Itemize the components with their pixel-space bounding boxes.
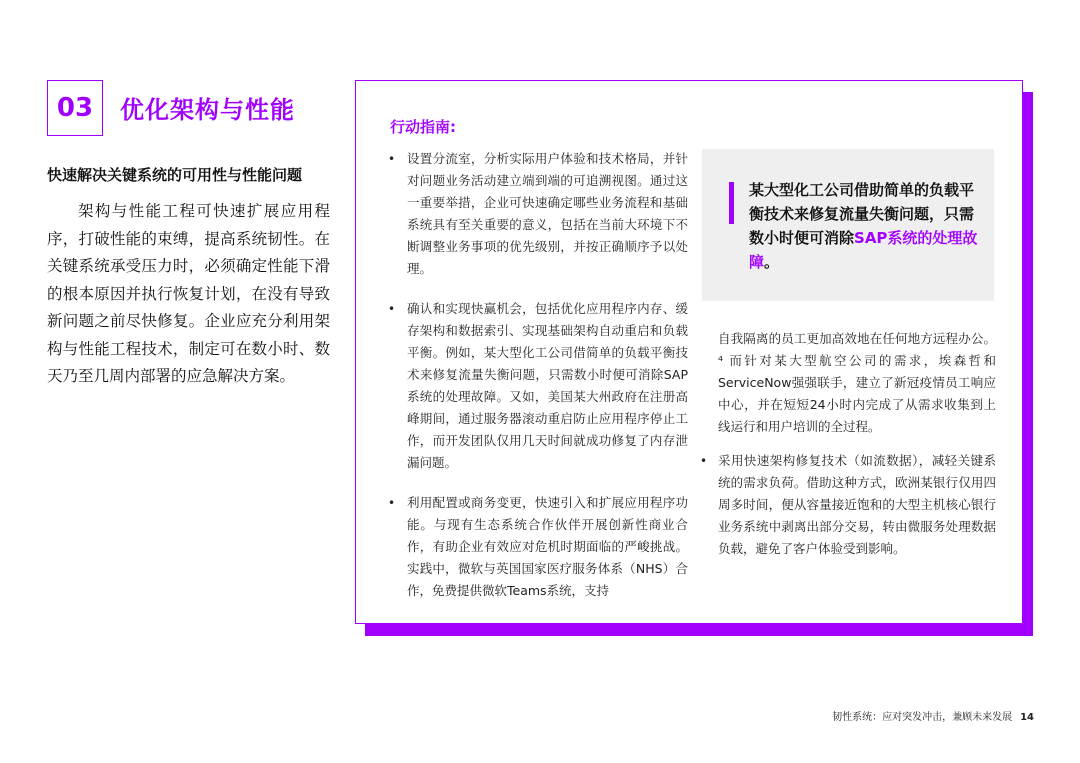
left-subtitle: 快速解决关键系统的可用性与性能问题 [47,166,303,184]
list-item [388,148,688,280]
bullet-icon: • [388,302,396,316]
pull-quote-accent-bar [729,182,734,224]
bullet-text: 设置分流室，分析实际用户体验和技术格局，并针对问题业务活动建立端到端的可追溯视图。通过这一重要举措，企业可快速确定哪些业务流程和基础系统具有至关重要的意义，包括在当前大环境下不断调整业务事项的优先级别，并按正确顺序予以处理。 [407,151,688,276]
right-paragraph: 自我隔离的员工更加高效地在任何地方远程办公。⁴ 而针对某大型航空公司的需求，埃森哲和ServiceNow强强联手，建立了新冠疫情员工响应中心，并在短短24小时内完成了从需求收集到上线运行和用户培训的全过程。 [718,331,996,434]
list-item [700,450,996,560]
bullet-icon: • [388,496,396,510]
pull-quote-main: 某大型化工公司借助简单的负载平衡技术来修复流量失衡问题，只需数小时便可消除 [749,181,975,247]
bullet-icon: • [388,152,396,166]
footer-text: 韧性系统：应对突发冲击，兼顾未来发展 [832,712,1013,723]
action-guide-bullets [388,148,688,620]
bullet-text: 采用快速架构修复技术（如流数据），减轻关键系统的需求负荷。借助这种方式，欧洲某银行仅用四周多时间，便从容量接近饱和的大型主机核心银行业务系统中剥离出部分交易，转由微服务处理数据负载，避免了客户体验受到影响。 [718,453,996,556]
pull-quote-text [749,178,979,274]
list-item [388,298,688,474]
bullet-icon: • [700,454,708,468]
page-footer [832,708,1034,723]
pull-quote-highlight: SAP系统的处理故障 [749,229,978,271]
page-number: 14 [1020,712,1034,723]
bullet-text: 确认和实现快赢机会，包括优化应用程序内存、缓存架构和数据索引、实现基础架构自动重启和负载平衡。例如，某大型化工公司借简单的负载平衡技术来修复流量失衡问题，只需数小时便可消除SAP系统的处理故障。又如，美国某大州政府在注册高峰期间，通过服务器滚动重启防止应用程序停止工作，而开发团队仅用几天时间就成功修复了内存泄漏问题。 [407,301,688,470]
bullet-text: 利用配置或商务变更，快速引入和扩展应用程序功能。与现有生态系统合作伙伴开展创新性商业合作，有助企业有效应对危机时期面临的严峻挑战。实践中，微软与英国国家医疗服务体系（NHS）合作，免费提供微软Teams系统，支持 [407,495,688,598]
section-title: 优化架构与性能 [120,96,295,124]
right-bullets [700,450,996,560]
action-guide-title: 行动指南: [390,118,456,136]
section-number: 03 [47,80,103,136]
pull-quote-end: 。 [764,253,780,271]
left-body-text: 架构与性能工程可快速扩展应用程序，打破性能的束缚，提高系统韧性。在关键系统承受压力时，必须确定性能下滑的根本原因并执行恢复计划，在没有导致新问题之前尽快修复。企业应充分利用架构与性能工程技术，制定可在数小时、数天乃至几周内部署的应急解决方案。 [47,202,330,385]
list-item [388,492,688,602]
